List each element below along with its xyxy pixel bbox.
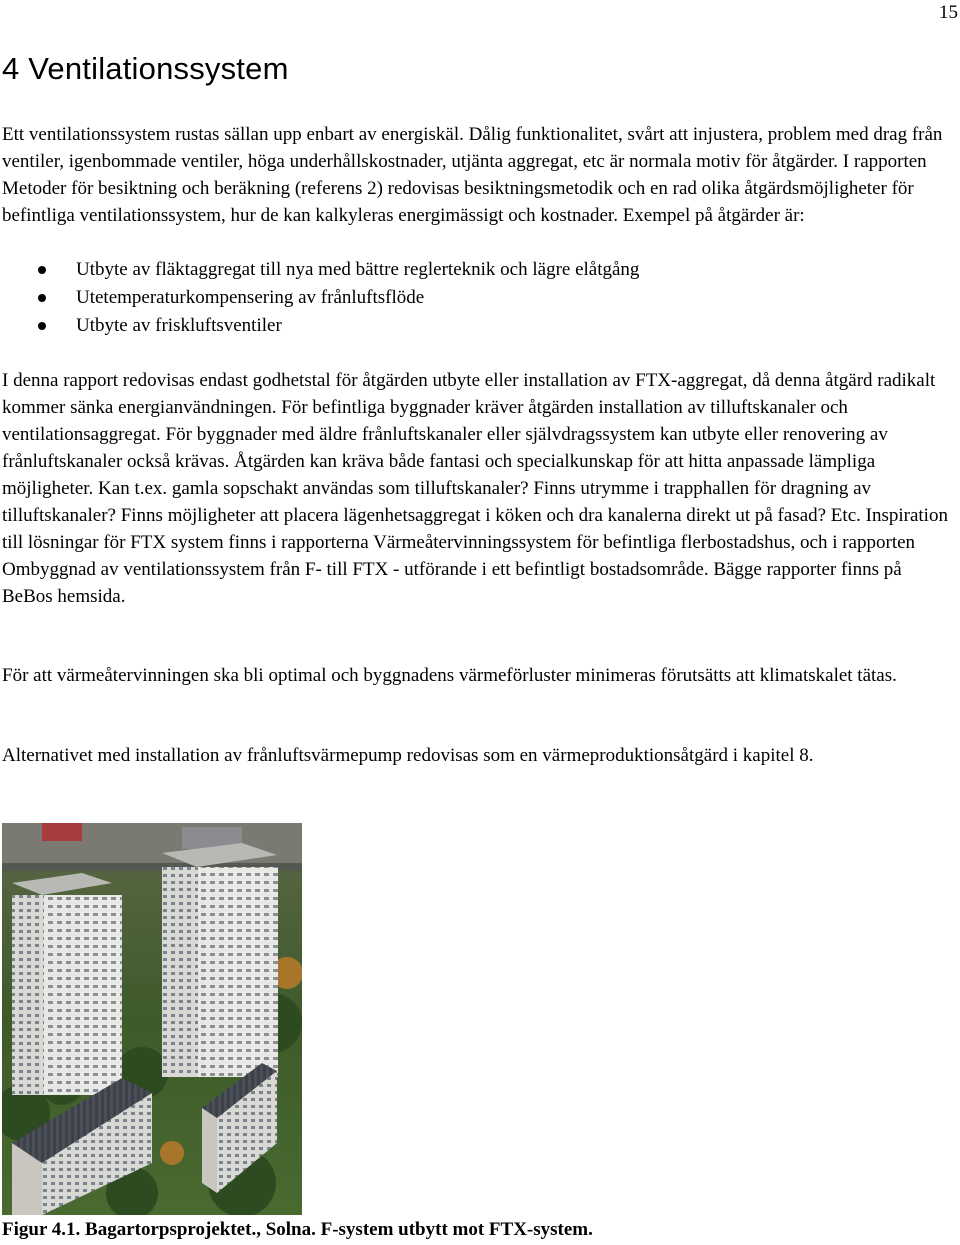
page-number: 15	[939, 2, 958, 23]
bullet-icon	[38, 322, 46, 330]
heat-pump-paragraph: Alternativet med installation av frånluftsvärmepump redovisas som en värmeproduktionsåtgärd i kapitel 8.	[2, 745, 814, 766]
list-item-text: Utbyte av fläktaggregat till nya med bättre reglerteknik och lägre elåtgång	[76, 259, 640, 280]
list-item-text: Utetemperaturkompensering av frånluftsflöde	[76, 287, 425, 308]
bullet-icon	[38, 294, 46, 302]
measures-list	[2, 256, 639, 340]
figure-caption: Figur 4.1. Bagartorpsprojektet., Solna. F-system utbytt mot FTX-system.	[2, 1219, 593, 1240]
aerial-photo-figure	[2, 823, 302, 1215]
aerial-photo	[2, 823, 302, 1215]
list-item	[2, 256, 639, 284]
heat-recovery-paragraph: För att värmeåtervinningen ska bli optimal och byggnadens värmeförluster minimeras förutsätts att klimatskalet tätas.	[2, 665, 897, 686]
bullet-icon	[38, 266, 46, 274]
list-item	[2, 284, 639, 312]
ftx-paragraph: I denna rapport redovisas endast godhetstal för åtgärden utbyte eller installation av FTX-aggregat, då denna åtgärd radikalt kommer sänka energianvändningen. För befintliga byggnader kräver åtgärden installation av tilluftskanaler och ventilationsaggregat. För byggnader med äldre frånluftskanaler eller självdragssystem kan utbyte eller renovering av frånluftskanaler också krävas. Åtgärden kan kräva både fantasi och specialkunskap för att hitta anpassade lämpliga möjligheter. Kan t.ex. gamla sopschakt användas som tilluftskanaler? Finns utrymme i trapphallen för dragning av tilluftskanaler? Finns möjligheter att placera lägenhetsaggregat i köken och dra kanalerna direkt ut på fasad? Etc. Inspiration till lösningar för FTX system finns i rapporterna Värmeåtervinningssystem för befintliga flerbostadshus, och i rapporten Ombyggnad av ventilationssystem från F- till FTX - utförande i ett befintligt bostadsområde. Bägge rapporter finns på BeBos hemsida.	[2, 370, 948, 607]
list-item-text: Utbyte av friskluftsventiler	[76, 315, 282, 336]
intro-paragraph: Ett ventilationssystem rustas sällan upp enbart av energiskäl. Dålig funktionalitet, svårt att injustera, problem med drag från ventiler, igenbommade ventiler, höga underhållskostnader, utjänta aggregat, etc är normala motiv för åtgärder. I rapporten Metoder för besiktning och beräkning (referens 2) redovisas besiktningsmetodik och en rad olika åtgärdsmöjligheter för befintliga ventilationssystem, hur de kan kalkyleras energimässigt och kostnader. Exempel på åtgärder är:	[2, 124, 943, 226]
section-heading: 4 Ventilationssystem	[2, 51, 289, 86]
list-item	[2, 312, 639, 340]
